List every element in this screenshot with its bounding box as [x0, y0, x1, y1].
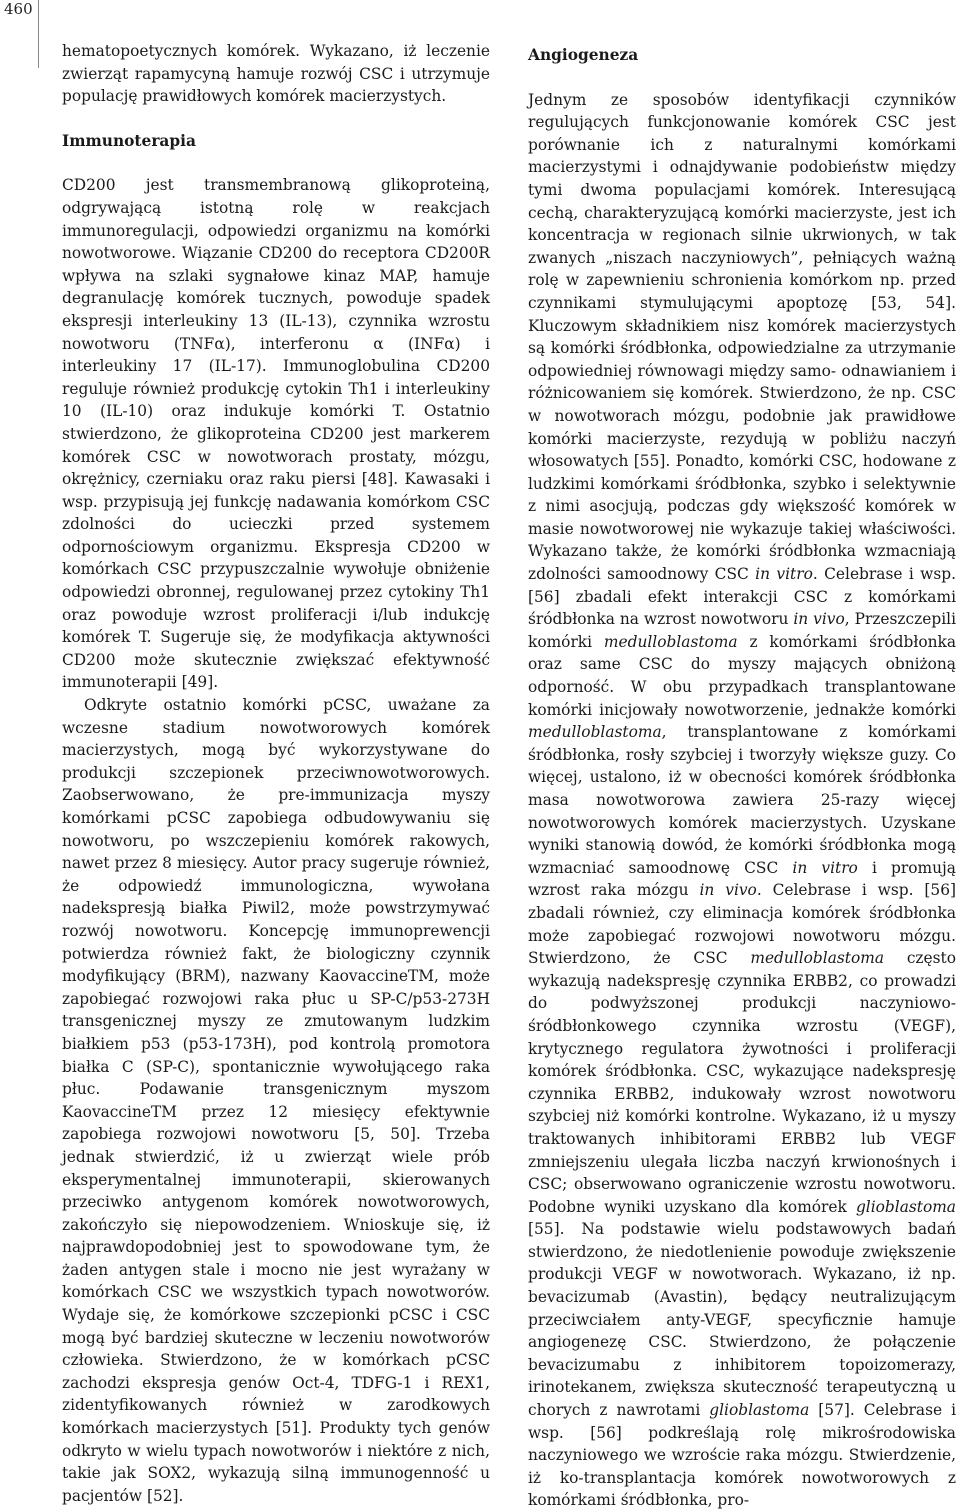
spacer: [62, 152, 490, 174]
text-run: i promują wzrost raka mózgu: [528, 858, 956, 900]
text-run: . Celebrase i wsp. [56] zbadali również, czy eliminacja komórek śródbłonka może zapobiegać rozwojowi nowotworu mózgu. Stwierdzono, że CSC: [528, 881, 956, 968]
left-column: [62, 40, 490, 1507]
header-divider: [38, 0, 39, 68]
immunoterapia-paragraph-1: CD200 jest transmembranową glikoproteiną, odgrywającą istotną rolę w reakcjach immunoregulacji, odpowiedzi organizmu na komórki nowotworowe. Wiązanie CD200 do receptora CD200R wpływa na szlaki sygnałowe kinaz MAP, hamuje degranulację komórek tucznych, powoduje spadek ekspresji interleukiny 13 (IL-13), czynnika wzrostu nowotworu (TNFα), interferonu α (INFα) i interleukiny 17 (IL-17). Immunoglobulina CD200 reguluje również produkcję cytokin Th1 i interleukiny 10 (IL-10) oraz indukuje komórki T. Ostatnio stwierdzono, że glikoproteina CD200 jest markerem komórek CSC w nowotworach prostaty, mózgu, okrężnicy, czerniaku oraz raku piersi [48]. Kawasaki i wsp. przypisują jej funkcję nadawania komórkom CSC zdolności do ucieczki przed systemem odpornościowym organizmu. Ekspresja CD200 w komórkach CSC przypuszczalnie wywołuje obniżenie odpowiedzi obronnej, regulowanej przez cytokiny Th1 oraz powoduje wzrost proliferacji i/lub indukcję komórek T. Sugeruje się, że modyfikacja aktywności CD200 może skutecznie zwiększać efektywność immunoterapii [49].: [62, 176, 490, 692]
text-run: . Celebrase i wsp. [56] zbadali efekt interakcji CSC z komórkami śródbłonka na wzrost nowotworu: [528, 565, 956, 629]
right-column: [528, 44, 956, 1512]
section-heading-immunoterapia: Immunoterapia: [62, 131, 196, 150]
italic-term: in vitro: [755, 565, 813, 584]
italic-term: medulloblastoma: [603, 632, 738, 651]
italic-term: medulloblastoma: [750, 949, 884, 968]
section-heading-angiogeneza: Angiogeneza: [528, 46, 639, 64]
text-run: [57]. Celebrase i wsp. [56] podkreślają rolę mikrośrodowiska naczyniowego we wzroście raka mózgu. Stwierdzenie, iż ko-transplantacja komórek nowotworowych z komórkami śródbłonka, pro-: [528, 1401, 956, 1510]
italic-term: in vitro: [792, 858, 858, 877]
spacer: [528, 67, 956, 89]
text-run: z komórkami śródbłonka oraz same CSC do myszy mających obniżoną odporność. W obu przypadkach transplantowane komórki inicjowały nowotworzenie, jednakże komórki: [528, 632, 956, 719]
spacer: [62, 108, 490, 130]
italic-term: in vivo: [793, 610, 845, 629]
text-run: , transplantowane z komórkami śródbłonka, rosły szybciej i tworzyły większe guzy. Co więcej, ustalono, iż w obecności komórek śródbłonka masa nowotworowa zawiera 25-razy więcej nowotworowych komórek macierzystych. Uzyskane wyniki stanowią dowód, że komórki śródbłonka mogą wzmacniać samoodnowę CSC: [528, 723, 956, 877]
angiogeneza-paragraph: [528, 89, 956, 1512]
page-number: 460: [4, 0, 33, 18]
italic-term: medulloblastoma: [528, 723, 662, 742]
italic-term: glioblastoma: [709, 1401, 810, 1420]
intro-paragraph: hematopoetycznych komórek. Wykazano, iż leczenie zwierząt rapamycyną hamuje rozwój CSC i utrzymuje populację prawidłowych komórek macierzystych.: [62, 42, 490, 106]
italic-term: in vivo: [699, 881, 757, 900]
text-run: , Przeszczepili komórki: [528, 610, 956, 651]
text-run: Jednym ze sposobów identyfikacji czynników regulujących funkcjonowanie komórek CSC jest porównanie ich z naturalnymi komórkami macierzystymi i odnajdywanie podobieństw między tymi dwoma populacjami komórek. Interesującą cechą, charakteryzującą komórki macierzyste, jest ich koncentracja w regionach silnie ukrwionych, w tak zwanych „niszach naczyniowych”, pełniących ważną rolę w zapewnieniu schronienia komórkom np. przed czynnikami stymulującymi apoptozę [53, 54]. Kluczowym składnikiem nisz komórek macierzystych są komórki śródbłonka, odpowiedzialne za utrzymanie odpowiedniej równowagi między samo- odnawianiem i różnicowaniem się komórek. Stwierdzono, że np. CSC w nowotworach mózgu, podobnie jak prawidłowe komórki macierzyste, rezydują w pobliżu naczyń włosowatych [55]. Ponadto, komórki CSC, hodowane z ludzkimi komórkami śródbłonka, szybko i selektywnie z nimi asocjują, podczas gdy większość komórek w masie nowotworowej nie wykazuje takiej właściwości. Wykazano także, że komórki śródbłonka wzmacniają zdolności samoodnowy CSC: [528, 90, 956, 584]
immunoterapia-paragraph-2: Odkryte ostatnio komórki pCSC, uważane za wczesne stadium nowotworowych komórek macierzystych, mogą być wykorzystywane do produkcji szczepionek przeciwnowotworowych. Zaobserwowano, że pre-immunizacja myszy komórkami pCSC zapobiega odbudowywaniu się nowotworu, po wszczepieniu komórek rakowych, nawet przez 8 miesięcy. Autor pracy sugeruje również, że odpowiedź immunologiczna, wywołana nadekspresją białka Piwil2, może powstrzymywać rozwój nowotworu. Koncepcję immunoprewencji potwierdza również fakt, że biologiczny czynnik modyfikujący (BRM), nazwany KaovaccineTM, może zapobiegać rozwojowi raka płuc u SP-C/p53-273H transgenicznej myszy ze zmutowanym ludzkim białkiem p53 (p53-173H), pod kontrolą promotora białka C (SP-C), spontanicznie wywołującego raka płuc. Podawanie transgenicznym myszom KaovaccineTM przez 12 miesięcy efektywnie zapobiega rozwojowi nowotworu [5, 50]. Trzeba jednak stwierdzić, iż u zwierząt wiele prób eksperymentalnej immunoterapii, skierowanych przeciwko antygenom komórek nowotworowych, zakończyło się niepowodzeniem. Wnioskuje się, iż najprawdopodobniej jest to spowodowane tym, że żaden antygen stale i mocno nie jest wyrażany w komórkach CSC we wszystkich typach nowotworów. Wydaje się, że komórkowe szczepionki pCSC i CSC mogą być bardziej skuteczne w leczeniu nowotworów człowieka. Stwierdzono, że w komórkach pCSC zachodzi ekspresja genów Oct-4, TDFG-1 i REX1, zidentyfikowanych również w zarodkowych komórkach macierzystych [51]. Produkty tych genów odkryto w wielu typach nowotworów i niektóre z nich, takie jak SOX2, wykazują silną immunogenność u pacjentów [52].: [62, 696, 490, 1505]
italic-term: glioblastoma: [855, 1197, 956, 1216]
text-run: [55]. Na podstawie wielu podstawowych badań stwierdzono, że niedotlenienie powoduje zwiększenie produkcji VEGF w nowotworach. Wykazano, iż np. bevacizumab (Avastin), będący neutralizującym przeciwciałem anty-VEGF, specyficznie hamuje angiogenezę CSC. Stwierdzono, że połączenie bevacizumabu z inhibitorem topoizomerazy, irinotekanem, zwiększa skuteczność terapeutyczną u chorych z nawrotami: [528, 1220, 956, 1420]
text-run: często wykazują nadekspresję czynnika ERBB2, co prowadzi do podwyższonej produkcji naczyniowo-śródbłonkowego czynnika wzrostu (VEGF), krytycznego regulatora żywotności i proliferacji komórek śródbłonka. CSC, wykazujące nadekspresję czynnika ERBB2, indukowały wzrost nowotworu szybciej niż komórki kontrolne. Wykazano, iż u myszy traktowanych inhibitorami ERBB2 lub VEGF zmniejszeniu ulegała liczba naczyń krwionośnych i CSC; obserwowano ograniczenie wzrostu nowotworu. Podobne wyniki uzyskano dla komórek: [528, 949, 956, 1216]
